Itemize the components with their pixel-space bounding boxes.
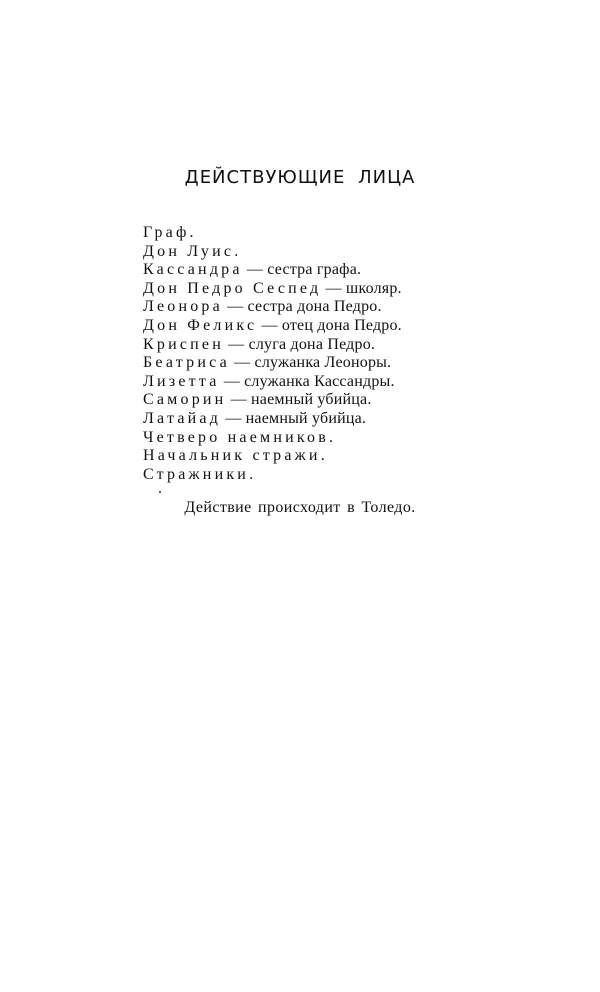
cast-item: [143, 336, 402, 355]
cast-item: [143, 466, 402, 485]
character-name: Дон Феликс: [143, 316, 258, 334]
page-title: ДЕЙСТВУЮЩИЕ ЛИЦА: [184, 167, 416, 188]
cast-item: [143, 224, 402, 243]
character-name: Лизетта: [143, 372, 220, 390]
character-name: Кассандра: [143, 261, 243, 279]
character-description: — наемный убийца.: [221, 409, 367, 427]
cast-item: [143, 298, 402, 317]
character-description: — наемный убийца.: [226, 391, 372, 409]
cast-item: [143, 261, 402, 280]
character-name: Латайад: [143, 409, 222, 427]
character-name: Четверо наемников.: [143, 428, 337, 446]
character-name: Саморин: [143, 391, 227, 409]
character-description: — школяр.: [321, 279, 402, 297]
character-description: — служанка Кассандры.: [219, 372, 395, 390]
character-name: Стражники.: [143, 465, 257, 483]
character-name: Беатриса: [143, 354, 230, 372]
cast-item: [143, 391, 402, 410]
character-description: — слуга дона Педро.: [223, 335, 376, 353]
character-description: — отец дона Педро.: [257, 316, 402, 334]
print-speck: [159, 491, 161, 493]
character-description: — служанка Леоноры.: [229, 354, 392, 372]
cast-item: [143, 447, 402, 466]
cast-list: [143, 224, 402, 484]
cast-item: [143, 243, 402, 262]
character-name: Дон Луис.: [143, 242, 242, 260]
character-name: Криспен: [143, 335, 224, 353]
character-name: Граф.: [143, 224, 197, 241]
character-name: Начальник стражи.: [143, 447, 328, 465]
cast-item: [143, 373, 402, 392]
character-description: — сестра дона Педро.: [222, 298, 382, 316]
cast-item: [143, 280, 402, 299]
cast-item: [143, 354, 402, 373]
character-name: Дон Педро Сеспед: [143, 279, 322, 297]
cast-item: [143, 317, 402, 336]
cast-item: [143, 429, 402, 448]
cast-item: [143, 410, 402, 429]
character-description: — сестра графа.: [242, 261, 362, 279]
setting-line: Действие происходит в Толедо.: [184, 499, 416, 516]
character-name: Леонора: [143, 298, 223, 316]
